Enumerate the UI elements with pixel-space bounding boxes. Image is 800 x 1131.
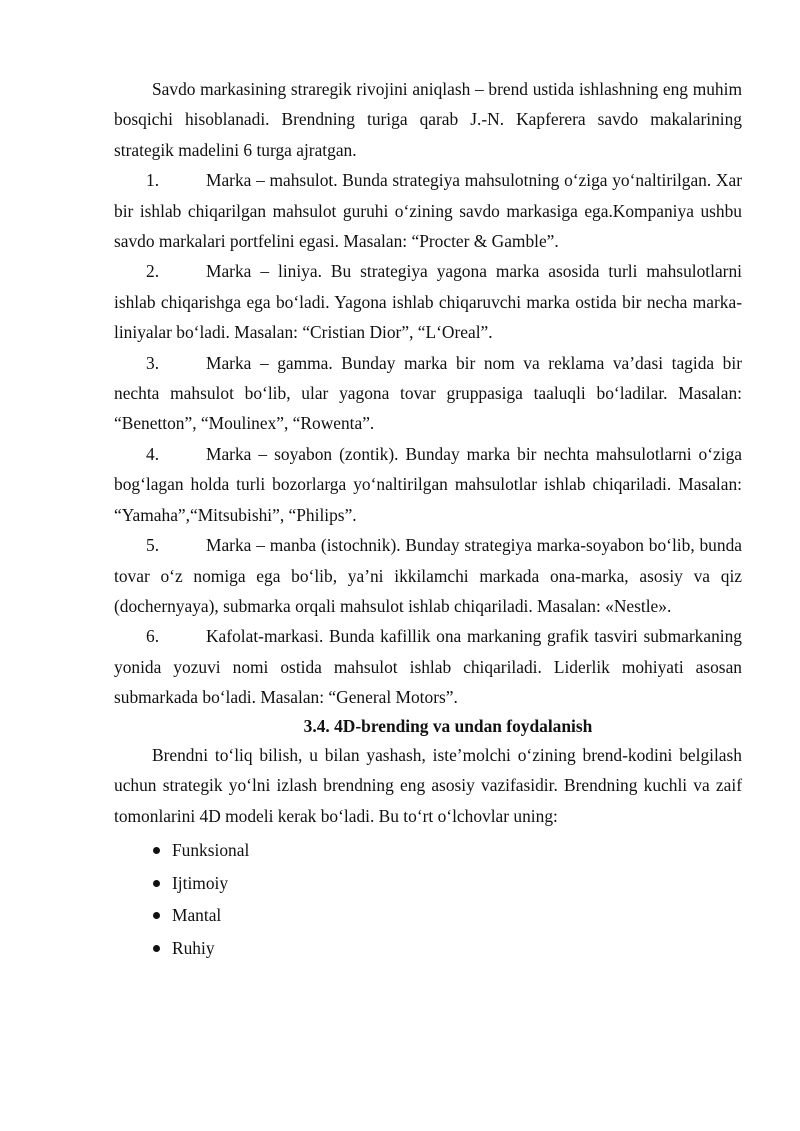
- bullet-icon: [153, 945, 160, 952]
- list-item-number: 6.: [146, 626, 160, 647]
- list-item-text: Marka – soyabon (zontik). Bunday marka bir nechta mahsulotlarni oʻziga bogʻlagan holda turli bozorlarga yoʻnaltirilgan mahsulotlar ishlab chiqariladi. Masalan: “Yamaha”,“Mitsubishi”, “Philips”.: [114, 443, 742, 525]
- bullet-item: [114, 899, 742, 932]
- bullet-list: [114, 834, 742, 964]
- list-item: [114, 530, 742, 621]
- list-item: [114, 256, 742, 347]
- bullet-text: Ruhiy: [172, 937, 215, 958]
- list-item: [114, 621, 742, 712]
- bullet-item: [114, 867, 742, 900]
- list-item-text: Marka – gamma. Bunday marka bir nom va reklama va’dasi tagida bir nechta mahsulot boʻlib, ular yagona tovar gruppasiga taaluqli boʻladilar. Masalan: “Benetton”, “Moulinex”, “Rowenta”.: [114, 352, 742, 434]
- bullet-icon: [153, 912, 160, 919]
- list-item-text: Marka – manba (istochnik). Bunday strategiya marka-soyabon boʻlib, bunda tovar oʻz nomiga ega boʻlib, ya’ni ikkilamchi markada ona-marka, asosiy va qiz (dochernyaya), submarka orqali mahsulot ishlab chiqariladi. Masalan: «Nestle».: [114, 535, 742, 616]
- document-page: [114, 74, 742, 964]
- intro-paragraph: Savdo markasining straregik rivojini aniqlash – brend ustida ishlashning eng muhim bosqichi hisoblanadi. Brendning turiga qarab J.-N. Kapferera savdo makalarining strategik madelini 6 turga ajratgan.: [114, 79, 742, 160]
- bullet-icon: [153, 847, 160, 854]
- list-item-text: Marka – liniya. Bu strategiya yagona marka asosida turli mahsulotlarni ishlab chiqarishga ega boʻladi. Yagona ishlab chiqaruvchi marka ostida bir necha marka-liniyalar boʻladi. Masalan: “Cristian Dior”, “L‘Oreal”.: [114, 261, 742, 343]
- list-item-number: 5.: [146, 535, 160, 556]
- list-item-number: 2.: [146, 261, 160, 282]
- section-heading: 3.4. 4D-brending va undan foydalanish: [303, 715, 593, 736]
- list-item-number: 3.: [146, 352, 160, 373]
- bullet-text: Mantal: [172, 905, 222, 926]
- list-item: [114, 165, 742, 256]
- bullet-item: [114, 834, 742, 867]
- list-item: [114, 348, 742, 439]
- list-item-text: Marka – mahsulot. Bunda strategiya mahsulotning oʻziga yoʻnaltirilgan. Xar bir ishlab chiqarilgan mahsulot guruhi oʻzining savdo markasiga ega.Kompaniya ushbu savdo markalari portfelini egasi. Masalan: “Procter & Gamble”.: [114, 170, 742, 252]
- list-item-number: 1.: [146, 170, 160, 191]
- bullet-item: [114, 932, 742, 965]
- bullet-icon: [153, 880, 160, 887]
- bullet-text: Funksional: [172, 839, 250, 860]
- list-item-number: 4.: [146, 443, 160, 464]
- list-item-text: Kafolat-markasi. Bunda kafillik ona markaning grafik tasviri submarkaning yonida yozuvi nomi ostida mahsulot ishlab chiqariladi. Liderlik mohiyati asosan submarkada boʻladi. Masalan: “General Motors”.: [114, 626, 742, 708]
- section-paragraph: Brendni toʻliq bilish, u bilan yashash, iste’molchi oʻzining brend-kodini belgilash uchun strategik yoʻlni izlash brendning eng asosiy vazifasidir. Brendning kuchli va zaif tomonlarini 4D modeli kerak boʻladi. Bu toʻrt oʻlchovlar uning:: [114, 744, 742, 827]
- bullet-text: Ijtimoiy: [172, 872, 229, 893]
- list-item: [114, 439, 742, 530]
